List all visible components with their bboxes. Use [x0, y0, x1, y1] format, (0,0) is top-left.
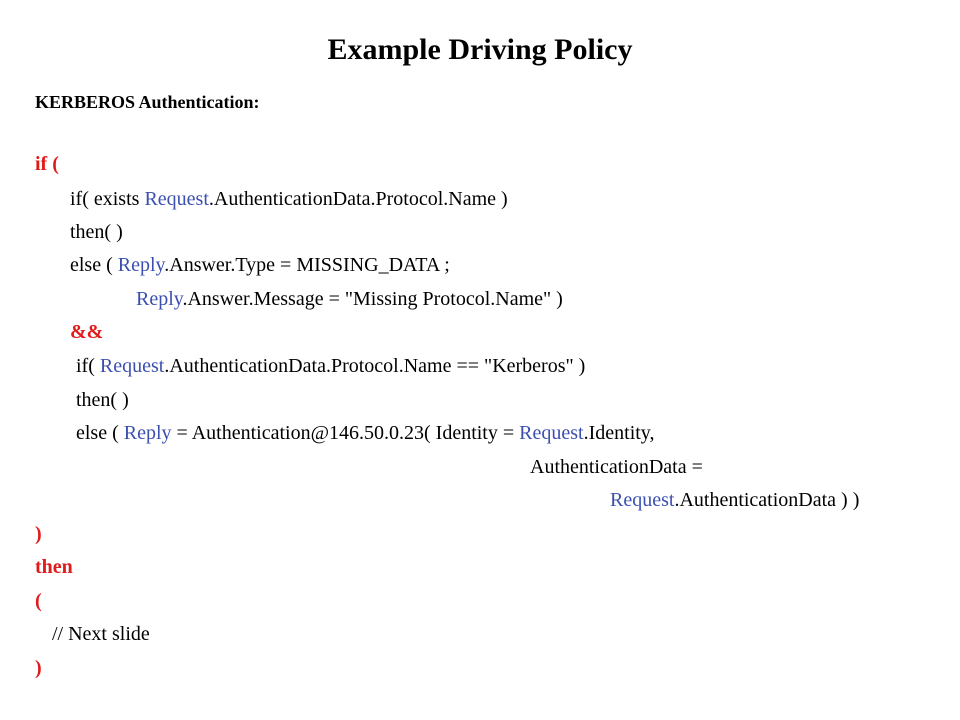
code-text: .AuthenticationData ) ) [674, 489, 860, 511]
slide-title: Example Driving Policy [327, 33, 633, 66]
code-line-4 [70, 251, 450, 279]
code-line-2 [70, 185, 508, 213]
code-line-1: if ( [35, 153, 59, 175]
code-text: if( exists [70, 188, 145, 210]
code-line-12: ) [35, 523, 42, 545]
code-identifier: Reply [117, 254, 165, 276]
code-identifier: Reply [123, 422, 172, 444]
code-text: if( [76, 355, 100, 377]
code-text: else ( [76, 422, 124, 444]
code-text: .AuthenticationData.Protocol.Name == "Kerberos" ) [164, 355, 586, 377]
slide-subtitle: KERBEROS Authentication: [35, 92, 260, 112]
code-line-6: && [70, 321, 104, 343]
code-text: .AuthenticationData.Protocol.Name ) [208, 188, 508, 210]
code-line-13: then [35, 556, 73, 578]
code-identifier: Request [610, 489, 675, 511]
code-identifier: Request [99, 355, 165, 377]
code-text: .Answer.Message = "Missing Protocol.Name" ) [182, 288, 563, 310]
code-text: .Identity, [583, 422, 655, 444]
code-line-10: AuthenticationData = [530, 456, 703, 478]
code-line-8: then( ) [76, 389, 129, 411]
code-line-7 [76, 352, 585, 380]
code-text: else ( [70, 254, 118, 276]
code-line-11 [610, 486, 859, 514]
code-identifier: Request [519, 422, 584, 444]
code-line-14: ( [35, 590, 42, 612]
code-identifier: Request [144, 188, 209, 210]
code-line-15: // Next slide [52, 623, 150, 645]
code-line-3: then( ) [70, 221, 123, 243]
code-text: .Answer.Type = MISSING_DATA ; [164, 254, 450, 276]
code-line-9 [76, 419, 655, 447]
code-identifier: Reply [136, 288, 183, 310]
code-text: = Authentication@146.50.0.23( Identity = [171, 422, 520, 444]
code-line-16: ) [35, 657, 42, 679]
code-line-5 [136, 285, 563, 313]
